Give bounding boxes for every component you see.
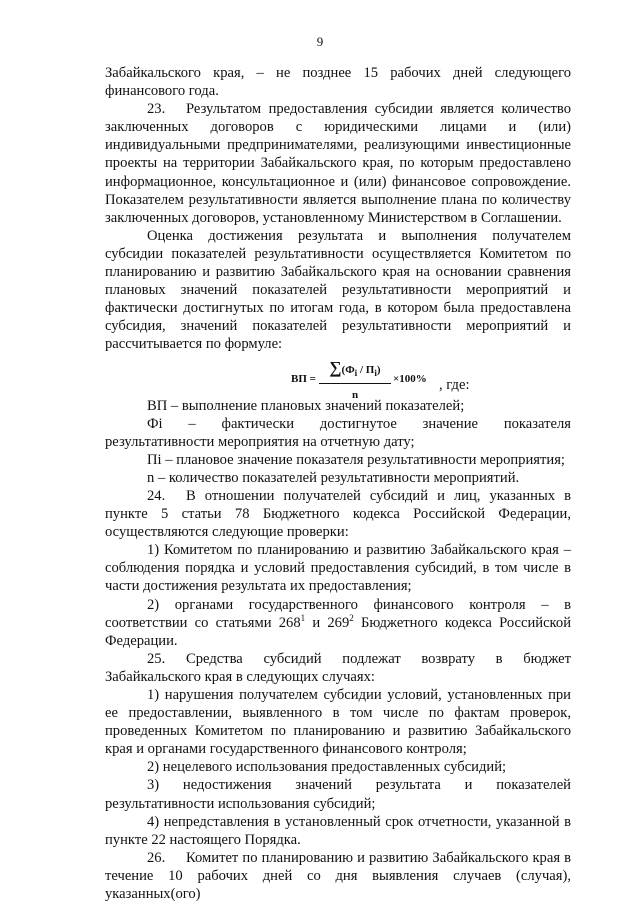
formula-fraction bbox=[319, 359, 391, 404]
paragraph-evaluation: Оценка достижения результата и выполнения получателем субсидии показателей результативности осуществляется Комитетом по планированию и развитию Забайкальского края на основании сравнения плановых значений показателей результативности мероприятий и фактически достигнутых по итогам года, в котором была предоставлена субсидия, значений показателей результативности мероприятий и рассчитывается по формуле: bbox=[105, 227, 571, 353]
sum-symbol: ∑ bbox=[329, 357, 342, 377]
paragraph-number: 23. bbox=[147, 101, 166, 118]
paragraph-text: Комитет по планированию и развитию Забайкальского края в течение 10 рабочих дней со дня выявления случаев (случая), указанных(ого) bbox=[105, 849, 571, 903]
paragraph-number: 25. bbox=[147, 650, 166, 667]
document-body bbox=[105, 64, 571, 903]
paragraph-continuation: Забайкальского края, – не позднее 15 рабочих дней следующего финансового года. bbox=[105, 65, 571, 100]
paragraph-25 bbox=[105, 650, 571, 686]
paragraph-number: 24. bbox=[147, 487, 166, 504]
formula-denominator: n bbox=[351, 388, 359, 401]
paragraph-25-item-1: 1) нарушения получателем субсидии условий, установленных при ее предоставлении, выявленного в том числе по фактам проверок, проведенных Комитетом по планированию и развитию Забайкальского края и органами государственного финансового контроля; bbox=[105, 687, 571, 758]
paragraph-24 bbox=[105, 487, 571, 541]
formula-rhs: ×100% bbox=[393, 372, 427, 385]
paragraph-text: Результатом предоставления субсидии является количество заключенных договоров с юридическими лицами и (или) индивидуальными предпринимателями, реализующими инвестиционные проекты на территории Забайкальского края, по которым предоставлено информационное, консультационное и (или) финансовое сопровождение. Показателем результативности является выполнение плана по количеству заключенных договоров, установленному Министерством в Соглашении. bbox=[105, 101, 571, 226]
definition-n: n – количество показателей результативности мероприятий. bbox=[147, 469, 520, 486]
paragraph-24-item-2: 2) органами государственного финансового контроля – в соответствии со статьями $268^1$ и $269^2$ Бюджетного кодекса Российской Федерации. bbox=[105, 596, 572, 649]
page-number: 9 bbox=[316, 34, 324, 49]
paragraph-24-item-1: 1) Комитетом по планированию и развитию Забайкальского края – соблюдения порядка и условий предоставления субсидий, в том числе в части достижения результата их предоставления; bbox=[105, 542, 571, 595]
paragraph-25-item-3: 3) недостижения значений результата и показателей результативности использования субсидий; bbox=[105, 777, 571, 812]
paragraph-26 bbox=[105, 849, 571, 903]
paragraph-23 bbox=[105, 100, 571, 227]
formula bbox=[105, 357, 571, 401]
paragraph-text: Средства субсидий подлежат возврату в бюджет Забайкальского края в следующих случаях: bbox=[105, 650, 571, 685]
paragraph-text: В отношении получателей субсидий и лиц, указанных в пункте 5 статьи 78 Бюджетного кодекса Российской Федерации, осуществляются следующие проверки: bbox=[105, 487, 571, 541]
definition-vp: ВП – выполнение плановых значений показателей; bbox=[147, 397, 465, 414]
definition-fi: Фi – фактически достигнутое значение показателя результативности мероприятия на отчетную дату; bbox=[105, 415, 571, 450]
formula-numerator: $\sum(Ф_i / П_i)$ bbox=[319, 359, 391, 384]
formula-lhs: ВП = bbox=[291, 372, 316, 385]
paragraph-number: 26. bbox=[147, 849, 166, 866]
paragraph-25-item-2: 2) нецелевого использования предоставленных субсидий; bbox=[147, 759, 507, 776]
definition-pi: Пi – плановое значение показателя результативности мероприятия; bbox=[147, 451, 565, 468]
formula-tail: , где: bbox=[439, 376, 470, 393]
paragraph-25-item-4: 4) непредставления в установленный срок отчетности, указанной в пункте 22 настоящего Порядка. bbox=[105, 813, 571, 848]
